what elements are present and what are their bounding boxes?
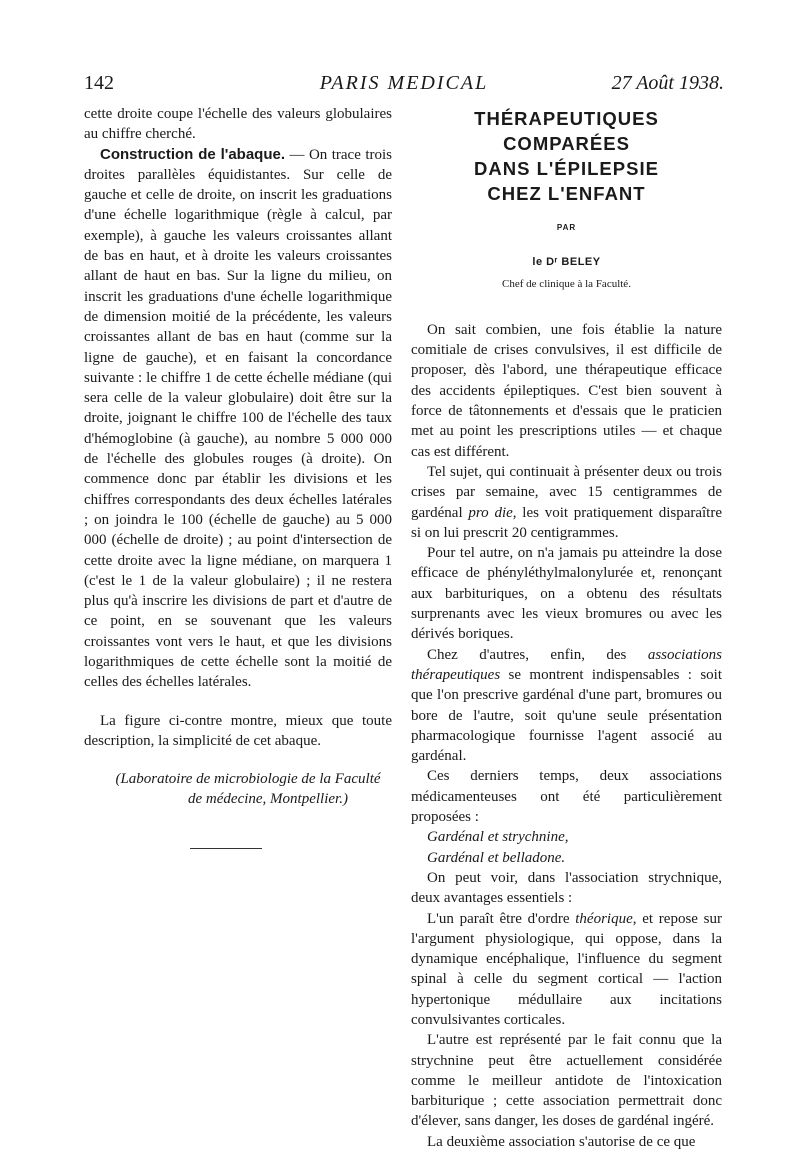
title-line: CHEZ L'ENFANT: [487, 183, 646, 204]
right-column: [411, 104, 722, 1152]
article-end-rule: [190, 848, 262, 849]
title-line: DANS L'ÉPILEPSIE: [474, 158, 659, 179]
text-run: , et repose sur l'argument physiologique, qui oppose, dans la dynamique encéphalique, l'influence du segment spinal à celle du segment cortical — l'action hypertonique médullaire aux incitations convulsivantes corticales.: [411, 910, 723, 1028]
italic-run: pro die: [468, 504, 513, 521]
text-run: Tel sujet, qui continuait à présenter deux ou trois crises par semaine, avec 15 centigrammes de gardénal: [411, 463, 722, 521]
article-title: [411, 106, 722, 206]
byline-par: PAR: [556, 223, 577, 232]
association-formula: Gardénal et strychnine,: [427, 829, 569, 846]
section-runin-heading: Construction de l'abaque.: [100, 145, 286, 163]
body-paragraph: [411, 909, 722, 1031]
body-paragraph: On sait combien, une fois établie la nature comitiale de crises convulsives, il est difficile de proposer, dès l'abord, une thérapeutique efficace des accidents épileptiques. C'est bien souvent à force de tâtonnements et d'essais que le praticien met au point les prescriptions utiles — et chaque cas est différent.: [411, 321, 722, 460]
issue-date: 27 Août 1938.: [611, 72, 724, 94]
text-run: se montrent indispensables : soit que l'on prescrive gardénal d'une part, bromures ou bore de l'autre, soit qu'une seule présentation pharmacologique fournisse l'agent associé au gardénal.: [411, 666, 722, 765]
text-run: , les voit pratiquement disparaître si on lui prescrit 20 centigrammes.: [411, 504, 723, 541]
italic-run: théorique: [575, 910, 633, 927]
body-paragraph: [411, 645, 722, 767]
body-paragraph: La deuxième association s'autorise de ce que: [427, 1133, 696, 1150]
text-run: Chez d'autres, enfin, des: [427, 646, 648, 663]
author-affiliation: Chef de clinique à la Faculté.: [502, 277, 631, 290]
body-paragraph: Pour tel autre, on n'a jamais pu atteindre la dose efficace de phényléthylmalonylurée et, renonçant aux barbituriques, on a obtenu des résultats surprenants avec les vieux bromures ou avec les dérivés boriques.: [411, 545, 722, 643]
abaque-construction-paragraph: [84, 145, 392, 693]
figure-reference-paragraph: La figure ci-contre montre, mieux que toute description, la simplicité de cet abaque.: [84, 712, 392, 749]
abaque-construction-text: — On trace trois droites parallèles équidistantes. Sur celle de gauche et celle de droite, on inscrit les graduations d'une échelle logarithmique (règle à calcul, par exemple), à gauche les valeurs croissantes allant de bas en haut, et à droite les valeurs croissantes allant de haut en bas. Sur la ligne du milieu, on inscrit les graduations d'une échelle logarithmique de dimension moitié de la précédente, les valeurs croissantes allant de bas en haut (comme sur la ligne de gauche), et en faisant la concordance suivante : le chiffre 1 de cette échelle médiane (qui sera celle de la valeur globulaire) doit être sur la droite, joignant le chiffre 100 de l'échelle des taux d'hémoglobine (à gauche), au nombre 5 000 000 de l'échelle des globules rouges (à droite). On commence donc par établir les divisions et les chiffres correspondants des deux échelles latérales ; on joindra le 100 (échelle de gauche) au 5 000 000 (échelle de droite) ; au point d'intersection de cette droite avec la ligne médiane, on marquera 1 (c'est le 1 de la valeur globulaire) ; il ne restera plus qu'à inscrire les divisions de part et d'autre de ce point, en se souvenant que les valeurs croissantes vont vers le haut, et que les divisions logarithmiques de cette échelle sont la moitié de celles des échelles latérales.: [84, 146, 392, 691]
text-run: L'un paraît être d'ordre: [427, 910, 576, 927]
lab-credit: [84, 769, 392, 809]
italic-run: associations thérapeutiques: [411, 646, 722, 683]
page-number: 142: [84, 72, 114, 94]
lab-credit-line-2: de médecine, Montpellier.): [188, 791, 348, 808]
running-header: [84, 72, 724, 102]
body-paragraph: Ces derniers temps, deux associations médicamenteuses ont été particulièrement proposées :: [411, 768, 722, 826]
author-name: le Dʳ BELEY: [532, 256, 601, 269]
continued-paragraph: cette droite coupe l'échelle des valeurs globulaires au chiffre cherché.: [84, 106, 392, 143]
body-paragraph: On peut voir, dans l'association strychnique, deux avantages essentiels :: [411, 869, 722, 907]
association-formula: Gardénal et belladone.: [427, 849, 566, 866]
body-paragraph: L'autre est représenté par le fait connu que la strychnine peut être actuellement considérée comme le meilleur antidote de l'intoxication barbiturique ; cette association permettrait donc d'élever, sans danger, les doses de gardénal ingéré.: [411, 1032, 722, 1130]
journal-title: PARIS MEDICAL: [319, 72, 489, 94]
lab-credit-line-1: (Laboratoire de microbiologie de la Faculté: [115, 771, 381, 788]
title-line: COMPARÉES: [503, 133, 630, 154]
title-line: THÉRAPEUTIQUES: [474, 108, 659, 129]
left-column: [84, 104, 392, 809]
body-paragraph: [411, 462, 722, 543]
